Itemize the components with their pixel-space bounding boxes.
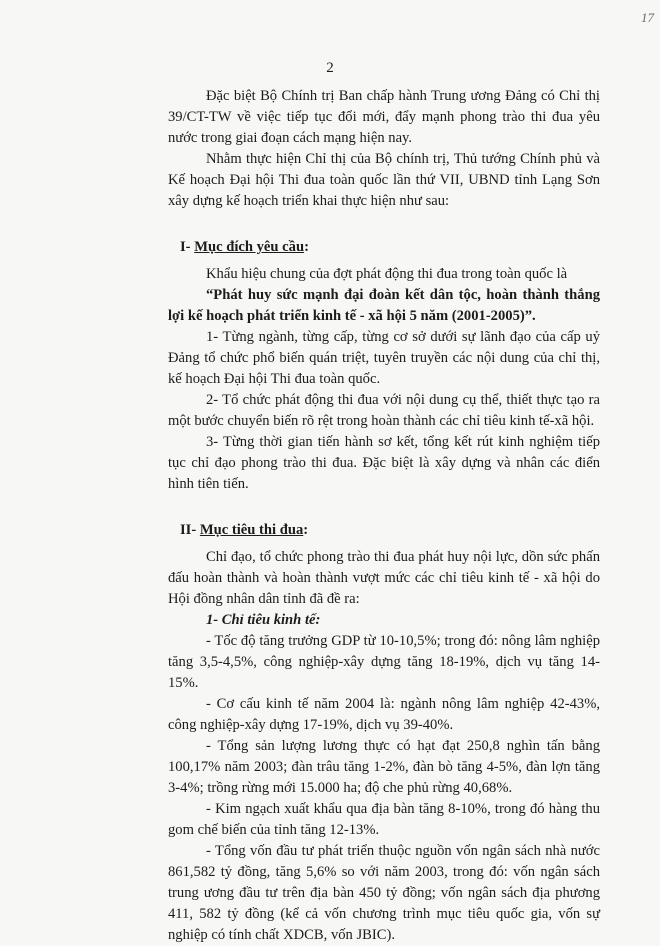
section-2-subheading: [168, 610, 600, 631]
section-2-prefix: II-: [180, 522, 200, 538]
econ-item-2: - Cơ cấu kinh tế năm 2004 là: ngành nông lâm nghiệp 42-43%, công nghiệp-xây dựng 17-19%, dịch vụ 39-40%.: [168, 696, 600, 733]
intro-paragraph-2: Nhằm thực hiện Chỉ thị của Bộ chính trị, Thủ tướng Chính phủ và Kế hoạch Đại hội Thi đua toàn quốc lần thứ VII, UBND tỉnh Lạng Sơn xây dựng kế hoạch triển khai thực hiện như sau:: [168, 151, 600, 209]
section-1-heading: [168, 237, 600, 258]
document-body: [168, 86, 600, 946]
corner-handwritten-mark: 17: [641, 10, 654, 25]
section-2-intro: Chỉ đạo, tổ chức phong trào thi đua phát huy nội lực, dồn sức phấn đấu hoàn thành và hoàn thành vượt mức các chỉ tiêu kinh tế - xã hội do Hội đồng nhân dân tỉnh đã đề ra:: [168, 549, 600, 607]
section-1-item-3: 3- Từng thời gian tiến hành sơ kết, tổng kết rút kinh nghiệm tiếp tục chỉ đạo phong trào thi đua. Đặc biệt là xây dựng và nhân các điển hình tiên tiến.: [168, 434, 600, 492]
section-2-title: Mục tiêu thi đua: [199, 522, 304, 538]
section-1-suffix: :: [304, 239, 309, 255]
econ-item-3: - Tổng sản lượng lương thực có hạt đạt 250,8 nghìn tấn bằng 100,17% năm 2003; đàn trâu tăng 1-2%, đàn bò tăng 4-5%, đàn lợn tăng 3-4%; trồng rừng mới 15.000 ha; độ che phủ rừng 40,68%.: [168, 738, 600, 796]
subheading-text: 1- Chỉ tiêu kinh tế: [206, 612, 316, 628]
subheading-suffix: :: [315, 612, 321, 628]
section-1-prefix: I-: [180, 239, 195, 255]
section-2-suffix: :: [303, 522, 309, 538]
section-1-item-1: 1- Từng ngành, từng cấp, từng cơ sở dưới sự lãnh đạo của cấp uỷ Đảng tổ chức phổ biến quán triệt, tuyên truyền các nội dung của chỉ thị, kế hoạch Đại hội Thi đua toàn quốc.: [168, 329, 600, 387]
slogan-text: “Phát huy sức mạnh đại đoàn kết dân tộc, hoàn thành thắng lợi kế hoạch phát triển kinh tế - xã hội 5 năm (2001-2005)”.: [168, 287, 600, 324]
slogan-lead: Khẩu hiệu chung của đợt phát động thi đua trong toàn quốc là: [206, 266, 568, 282]
section-2-heading: [168, 520, 600, 541]
econ-item-1: - Tốc độ tăng trưởng GDP từ 10-10,5%; trong đó: nông lâm nghiệp tăng 3,5-4,5%, công nghiệp-xây dựng tăng 18-19%, dịch vụ tăng 14-15%.: [168, 633, 600, 691]
econ-item-5: - Tổng vốn đầu tư phát triển thuộc nguồn vốn ngân sách nhà nước 861,582 tỷ đồng, tăng 5,6% so với năm 2003, trong đó: vốn ngân sách trung ương đầu tư trên địa bàn 450 tỷ đồng; vốn ngân sách địa phương 411, 582 tỷ đồng (kể cả vốn chương trình mục tiêu quốc gia, vốn sự nghiệp có tính chất XDCB, vốn JBIC).: [168, 843, 600, 943]
page-number: 2: [326, 60, 334, 76]
intro-paragraph-1: Đặc biệt Bộ Chính trị Ban chấp hành Trung ương Đảng có Chỉ thị 39/CT-TW về việc tiếp tục đổi mới, đẩy mạnh phong trào thi đua yêu nước trong giai đoạn cách mạng hiện nay.: [168, 88, 600, 146]
econ-item-4: - Kim ngạch xuất khẩu qua địa bàn tăng 8-10%, trong đó hàng thu gom chế biến của tỉnh tăng 12-13%.: [168, 801, 600, 838]
section-1-item-2: 2- Tổ chức phát động thi đua với nội dung cụ thể, thiết thực tạo ra một bước chuyển biến rõ rệt trong hoàn thành các chỉ tiêu kinh tế-xã hội.: [168, 392, 600, 429]
section-1-title: Mục đích yêu cầu: [194, 239, 305, 255]
